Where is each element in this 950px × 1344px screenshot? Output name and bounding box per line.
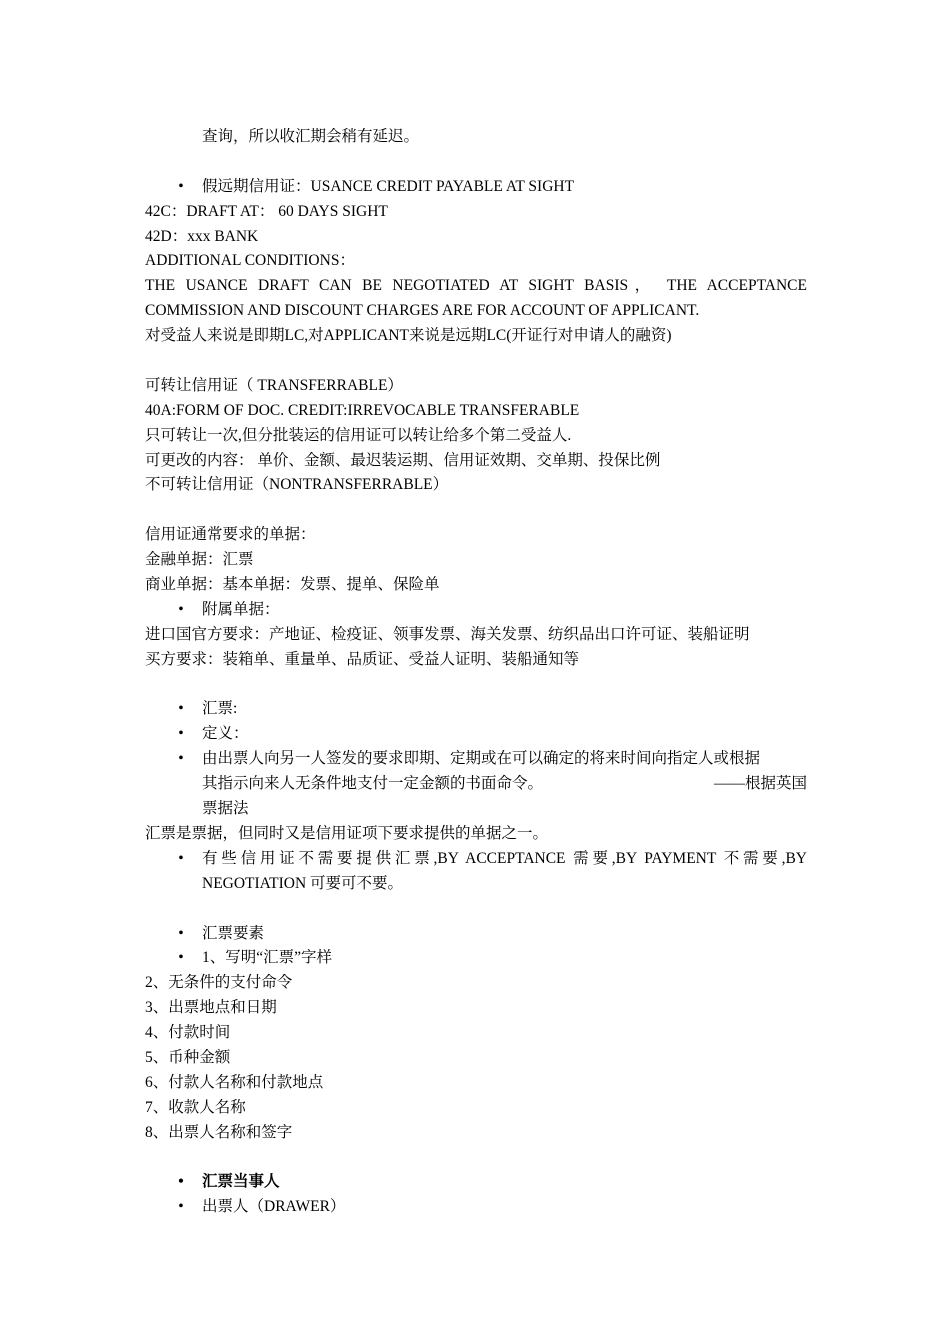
blank-line bbox=[145, 1146, 807, 1171]
blank-line bbox=[145, 349, 807, 374]
bullet-text: 汇票当事人 bbox=[202, 1173, 280, 1191]
text-line: 金融单据：汇票 bbox=[145, 551, 254, 569]
text-line: COMMISSION AND DISCOUNT CHARGES ARE FOR ACCOUNT OF APPLICANT. bbox=[145, 302, 700, 320]
blank-line bbox=[145, 498, 807, 523]
bullet-icon: • bbox=[178, 949, 184, 967]
text-line: 可转让信用证（ TRANSFERRABLE） bbox=[145, 376, 403, 394]
citation-text: ——根据英国 bbox=[713, 775, 807, 793]
bullet-text: 由出票人向另一人签发的要求即期、定期或在可以确定的将来时间向指定人或根据 bbox=[202, 750, 761, 768]
bullet-text: 1、写明“汇票”字样 bbox=[202, 949, 333, 967]
blank-line bbox=[145, 897, 807, 922]
bullet-icon: • bbox=[178, 177, 184, 195]
blank-line bbox=[145, 150, 807, 175]
text-line: 不可转让信用证（NONTRANSFERRABLE） bbox=[145, 476, 449, 494]
bullet-item bbox=[145, 1170, 807, 1195]
text-line: 2、无条件的支付命令 bbox=[145, 974, 293, 992]
bullet-item bbox=[145, 697, 807, 722]
bullet-text: NEGOTIATION 可要可不要。 bbox=[202, 874, 404, 892]
bullet-text: 汇票: bbox=[202, 700, 238, 718]
bullet-item bbox=[145, 598, 807, 623]
bullet-item bbox=[145, 847, 807, 897]
bullet-item bbox=[145, 175, 807, 200]
text-line: 8、出票人名称和签字 bbox=[145, 1123, 293, 1141]
text-line: 42D：xxx BANK bbox=[145, 227, 259, 245]
text-line: 商业单据：基本单据：发票、提单、保险单 bbox=[145, 576, 440, 594]
text-line: 买方要求：装箱单、重量单、品质证、受益人证明、装船通知等 bbox=[145, 650, 580, 668]
text-line: 对受益人来说是即期LC,对APPLICANT来说是远期LC(开证行对申请人的融资) bbox=[145, 327, 672, 345]
text-line: 可更改的内容： 单价、金额、最迟装运期、信用证效期、交单期、投保比例 bbox=[145, 451, 661, 469]
text-line: 3、出票地点和日期 bbox=[145, 999, 277, 1017]
text-line: 进口国官方要求：产地证、检疫证、领事发票、海关发票、纺织品出口许可证、装船证明 bbox=[145, 625, 750, 643]
text-line: ADDITIONAL CONDITIONS： bbox=[145, 252, 355, 270]
document-page bbox=[145, 125, 807, 1220]
bullet-item bbox=[145, 922, 807, 947]
bullet-text: 其指示向来人无条件地支付一定金额的书面命令。 bbox=[202, 775, 544, 793]
bullet-icon: • bbox=[178, 1198, 184, 1216]
text-line: 6、付款人名称和付款地点 bbox=[145, 1073, 324, 1091]
bullet-text: 票据法 bbox=[202, 800, 249, 818]
bullet-text: 有些信用证不需要提供汇票,BY ACCEPTANCE 需要,BY PAYMENT 不需要,BY bbox=[202, 849, 807, 867]
bullet-text: 定义： bbox=[202, 725, 249, 743]
bullet-text: 汇票要素 bbox=[202, 924, 265, 942]
bullet-icon: • bbox=[178, 849, 184, 867]
bullet-icon: • bbox=[178, 750, 184, 768]
bullet-icon: • bbox=[178, 725, 184, 743]
text-line: 7、收款人名称 bbox=[145, 1098, 246, 1116]
text-line: 42C：DRAFT AT： 60 DAYS SIGHT bbox=[145, 202, 388, 220]
bullet-item bbox=[145, 747, 807, 822]
text-line: 汇票是票据，但同时又是信用证项下要求提供的单据之一。 bbox=[145, 824, 549, 842]
text-line: THE USANCE DRAFT CAN BE NEGOTIATED AT SIGHT BASIS， THE ACCEPTANCE bbox=[145, 277, 807, 295]
text-line: 5、币种金额 bbox=[145, 1048, 231, 1066]
bullet-text: 假远期信用证：USANCE CREDIT PAYABLE AT SIGHT bbox=[202, 177, 575, 195]
bullet-icon: • bbox=[178, 924, 184, 942]
bullet-text: 出票人（DRAWER） bbox=[202, 1198, 346, 1216]
bullet-item bbox=[145, 1195, 807, 1220]
text-line: 40A:FORM OF DOC. CREDIT:IRREVOCABLE TRANSFERABLE bbox=[145, 401, 580, 419]
blank-line bbox=[145, 673, 807, 698]
text-line: 查询，所以收汇期会稍有延迟。 bbox=[202, 128, 420, 145]
text-line: 只可转让一次,但分批装运的信用证可以转让给多个第二受益人. bbox=[145, 426, 572, 444]
text-line: 信用证通常要求的单据： bbox=[145, 526, 316, 544]
text-line: 4、付款时间 bbox=[145, 1024, 231, 1042]
bullet-item bbox=[145, 946, 807, 971]
bullet-item bbox=[145, 722, 807, 747]
bullet-icon: • bbox=[178, 1173, 184, 1191]
bullet-text-row bbox=[202, 772, 807, 797]
bullet-icon: • bbox=[178, 600, 184, 618]
bullet-icon: • bbox=[178, 700, 184, 718]
bullet-text: 附属单据： bbox=[202, 600, 280, 618]
